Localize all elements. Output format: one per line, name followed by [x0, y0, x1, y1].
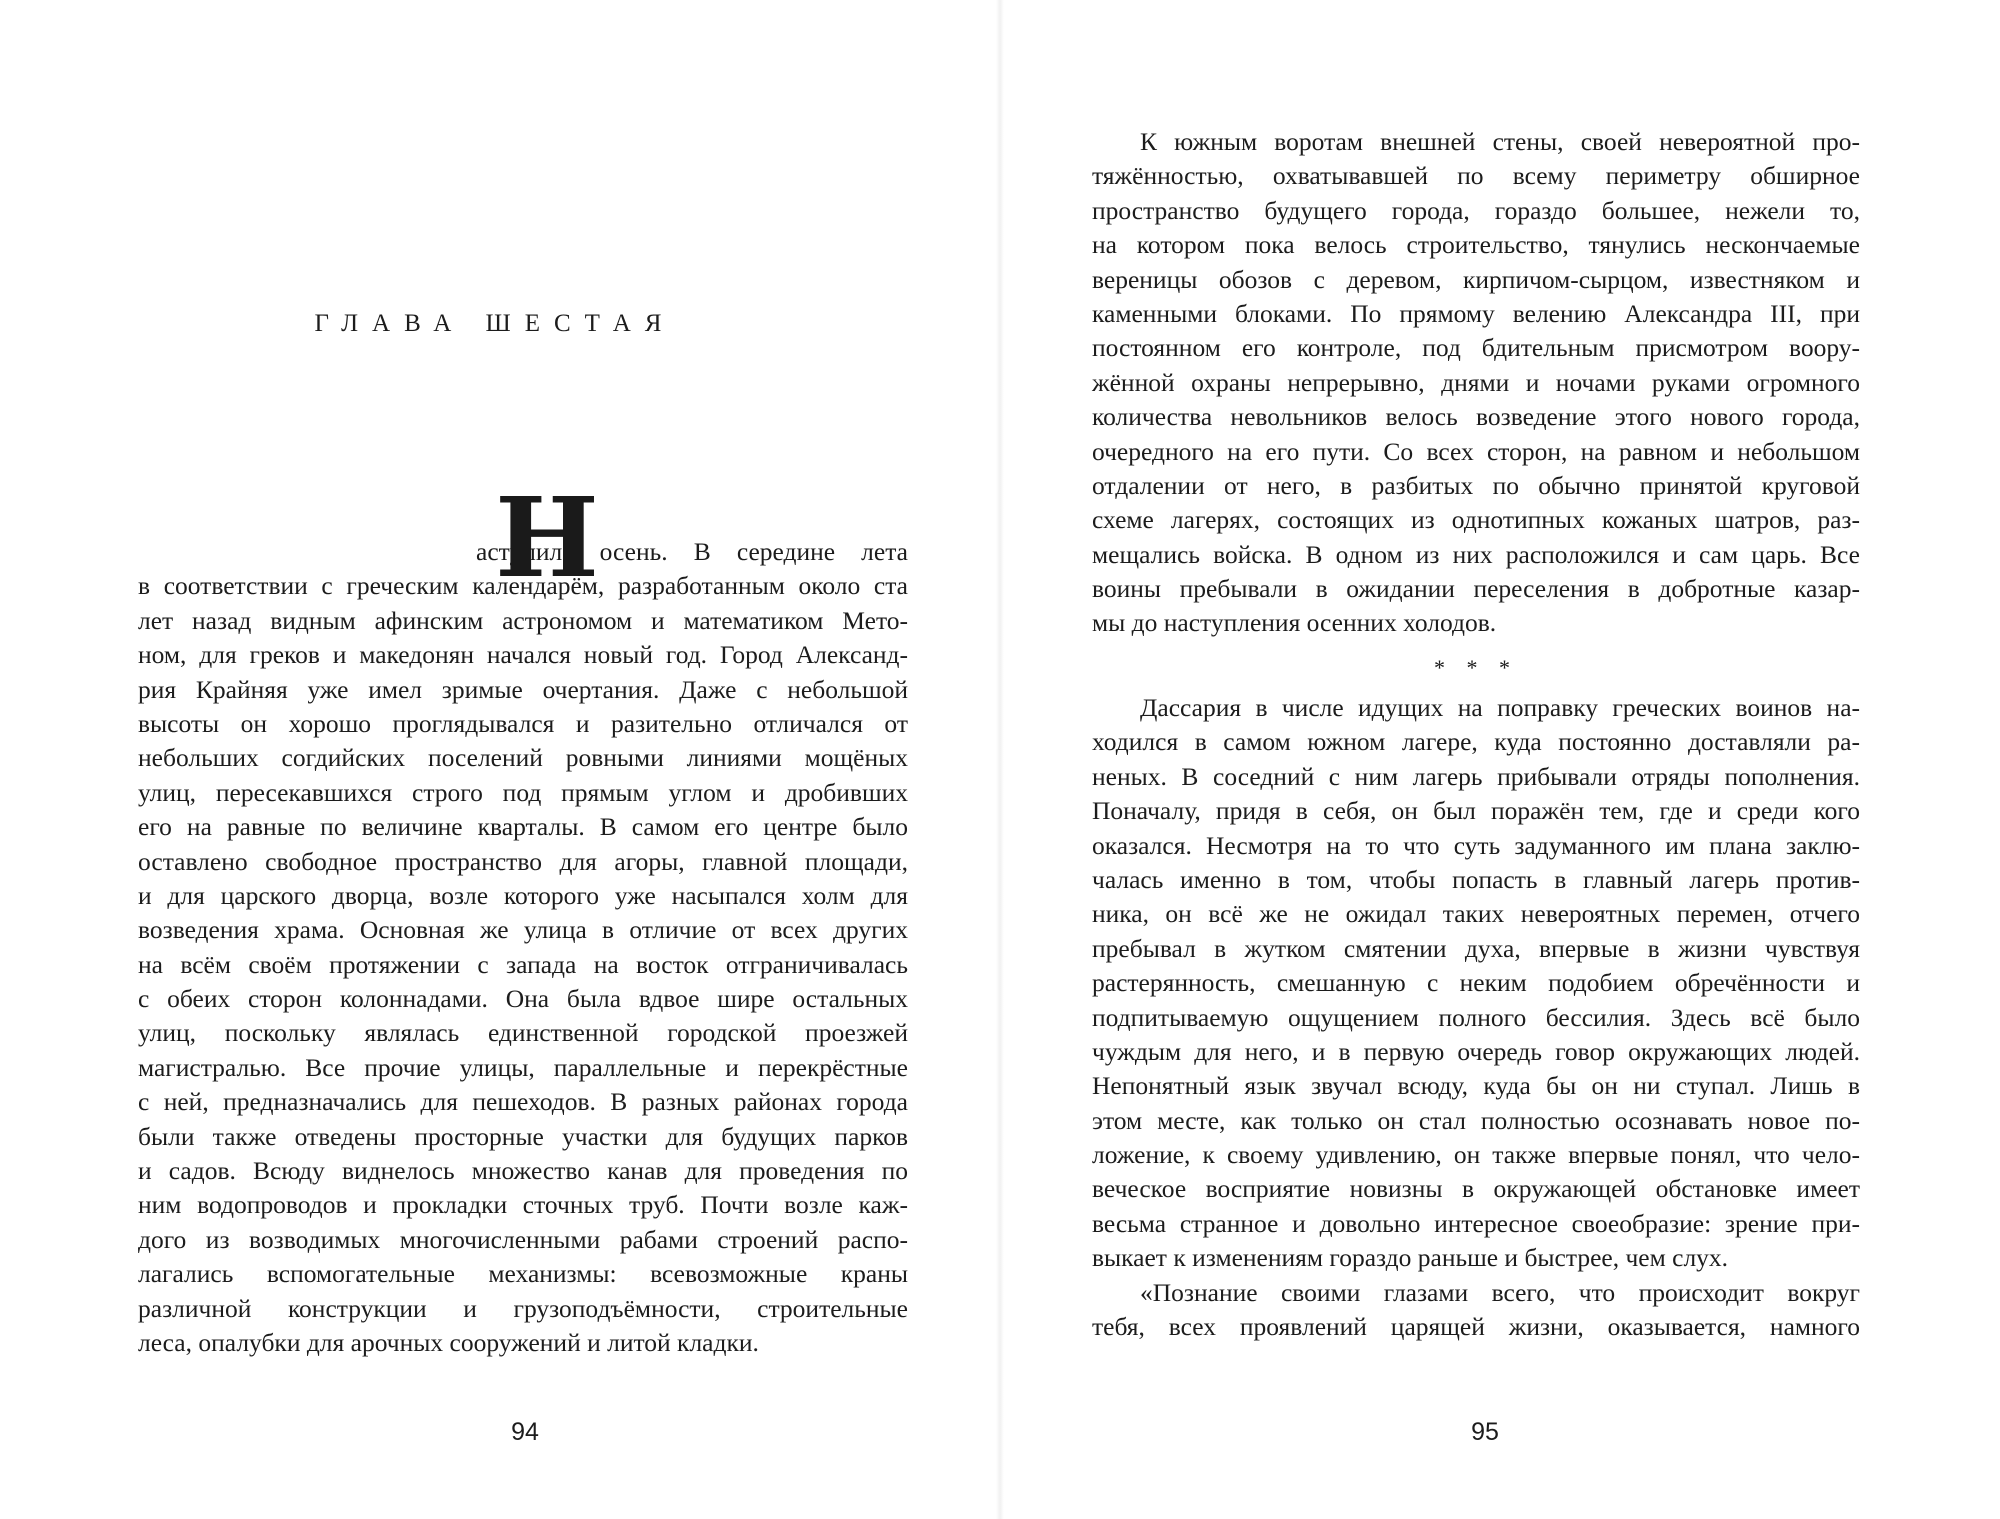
left-paragraph [138, 473, 908, 1360]
text-line: оставлено свободное пространство для агоры, главной площади, [138, 846, 908, 876]
page-number: 94 [511, 1418, 539, 1446]
text-line: чалась именно в том, чтобы попасть в главный лагерь против- [1092, 864, 1860, 894]
text-line: воины пребывали в ожидании переселения в добротные казар- [1092, 574, 1860, 604]
text-line: на котором пока велось строительство, тянулись нескончаемые [1092, 230, 1860, 260]
text-line: постоянном его контроле, под бдительным присмотром воору- [1092, 333, 1860, 363]
text-line: тяжённостью, охватывавшей по всему периметру обширное [1092, 161, 1860, 191]
text-line: небольших согдийских поселений ровными линиями мощёных [138, 743, 908, 773]
text-line: рия Крайняя уже имел зримые очертания. Даже с небольшой [138, 674, 908, 704]
section-separator: * * * [1434, 655, 1518, 680]
right-paragraph-1 [1092, 125, 1860, 641]
drop-cap: Н [495, 473, 597, 602]
text-line: и садов. Всюду виднелось множество канав для проведения по [138, 1156, 908, 1186]
text-line-content: аступила осень. В середине лета [476, 537, 908, 566]
text-line: жённой охраны непрерывно, днями и ночами руками огромного [1092, 367, 1860, 397]
text-line: были также отведены просторные участки для будущих парков [138, 1121, 908, 1151]
text-line: ном, для греков и македонян начался новый год. Город Александ- [138, 640, 908, 670]
text-line: ложение, к своему удивлению, он также впервые понял, что чело- [1092, 1140, 1860, 1170]
text-line: очередного на его пути. Со всех сторон, на равном и небольшом [1092, 436, 1860, 466]
page-number: 95 [1471, 1418, 1499, 1446]
text-line: схеме лагерях, состоящих из однотипных кожаных шатров, раз- [1092, 505, 1860, 535]
text-line: высоты он хорошо проглядывался и разительно отличался от [138, 708, 908, 738]
text-line: леса, опалубки для арочных сооружений и литой кладки. [138, 1327, 759, 1357]
text-line: возведения храма. Основная же улица в отличие от всех других [138, 915, 908, 945]
text-line: количества невольников велось возведение этого нового города, [1092, 402, 1860, 432]
text-line: пребывал в жутком смятении духа, впервые в жизни чувствуя [1092, 933, 1860, 963]
text-line: улиц, пересекавшихся строго под прямым углом и дробивших [138, 777, 908, 807]
text-line: пространство будущего города, гораздо большее, нежели то, [1092, 195, 1860, 225]
chapter-title: ГЛАВА ШЕСТАЯ [314, 310, 676, 337]
text-line: ходился в самом южном лагере, куда постоянно доставляли ра- [1092, 727, 1860, 757]
text-line: веческое восприятие новизны в окружающей обстановке имеет [1092, 1174, 1860, 1204]
text-line: его на равные по величине кварталы. В самом его центре было [138, 812, 908, 842]
text-line: с ней, предназначались для пешеходов. В разных районах города [138, 1087, 908, 1117]
text-line: вереницы обозов с деревом, кирпичом-сырцом, известняком и [1092, 264, 1860, 294]
text-line: магистралью. Все прочие улицы, параллельные и перекрёстные [138, 1052, 908, 1082]
text-line: ним водопроводов и прокладки сточных труб. Почти возле каж- [138, 1190, 908, 1220]
text-line: чуждым для него, и в первую очередь говор окружающих людей. [1092, 1036, 1860, 1066]
text-line: улиц, поскольку являлась единственной городской проезжей [138, 1018, 908, 1048]
text-line: выкает к изменениям гораздо раньше и быстрее, чем слух. [1092, 1243, 1729, 1273]
text-line: неных. В соседний с ним лагерь прибывали отряды пополнения. [1092, 761, 1860, 791]
text-line: мы до наступления осенних холодов. [1092, 608, 1497, 638]
left-page-text [138, 473, 908, 1360]
right-paragraph-2 [1092, 691, 1860, 1344]
text-line: тебя, всех проявлений царящей жизни, оказывается, намного [1092, 1312, 1860, 1342]
text-line: и для царского дворца, возле которого уже насыпался холм для [138, 880, 908, 910]
text-line: растерянность, смешанную с неким подобием обречённости и [1092, 968, 1860, 998]
text-line: ника, он всё же не ожидал таких невероятных перемен, отчего [1092, 899, 1860, 929]
text-line: Поначалу, придя в себя, он был поражён тем, где и среди кого [1092, 796, 1860, 826]
text-line: «Познание своими глазами всего, что происходит вокруг [1140, 1277, 1860, 1307]
text-line: отдалении от него, в разбитых по обычно принятой круговой [1092, 470, 1860, 500]
text-line: оказался. Несмотря на то что суть задуманного им плана заклю- [1092, 830, 1860, 860]
text-line: дого из возводимых многочисленными рабами строений распо- [138, 1224, 908, 1254]
text-line: различной конструкции и грузоподъёмности, строительные [138, 1293, 908, 1323]
text-line: на всём своём протяжении с запада на восток отграничивалась [138, 949, 908, 979]
text-line: мещались войска. В одном из них расположился и сам царь. Все [1092, 539, 1860, 569]
text-line: этом месте, как только он стал полностью осознавать новое по- [1092, 1105, 1860, 1135]
text-line: лагались вспомогательные механизмы: всевозможные краны [138, 1259, 908, 1289]
text-line: в соответствии с греческим календарём, разработанным около ста [138, 571, 908, 601]
text-line: подпитываемую ощущением полного бессилия. Здесь всё было [1092, 1002, 1860, 1032]
text-line: К южным воротам внешней стены, своей невероятной про- [1140, 127, 1860, 156]
text-line: весьма странное и довольно интересное своеобразие: зрение при- [1092, 1208, 1860, 1238]
text-line: каменными блоками. По прямому велению Александра III, при [1092, 298, 1860, 328]
text-line: с обеих сторон колоннадами. Она была вдвое шире остальных [138, 984, 908, 1014]
text-line: лет назад видным афинским астрономом и математиком Мето- [138, 605, 908, 635]
text-line: Дассария в числе идущих на поправку греческих воинов на- [1140, 693, 1860, 722]
text-line: Непонятный язык звучал всюду, куда бы он ни ступал. Лишь в [1092, 1071, 1860, 1101]
